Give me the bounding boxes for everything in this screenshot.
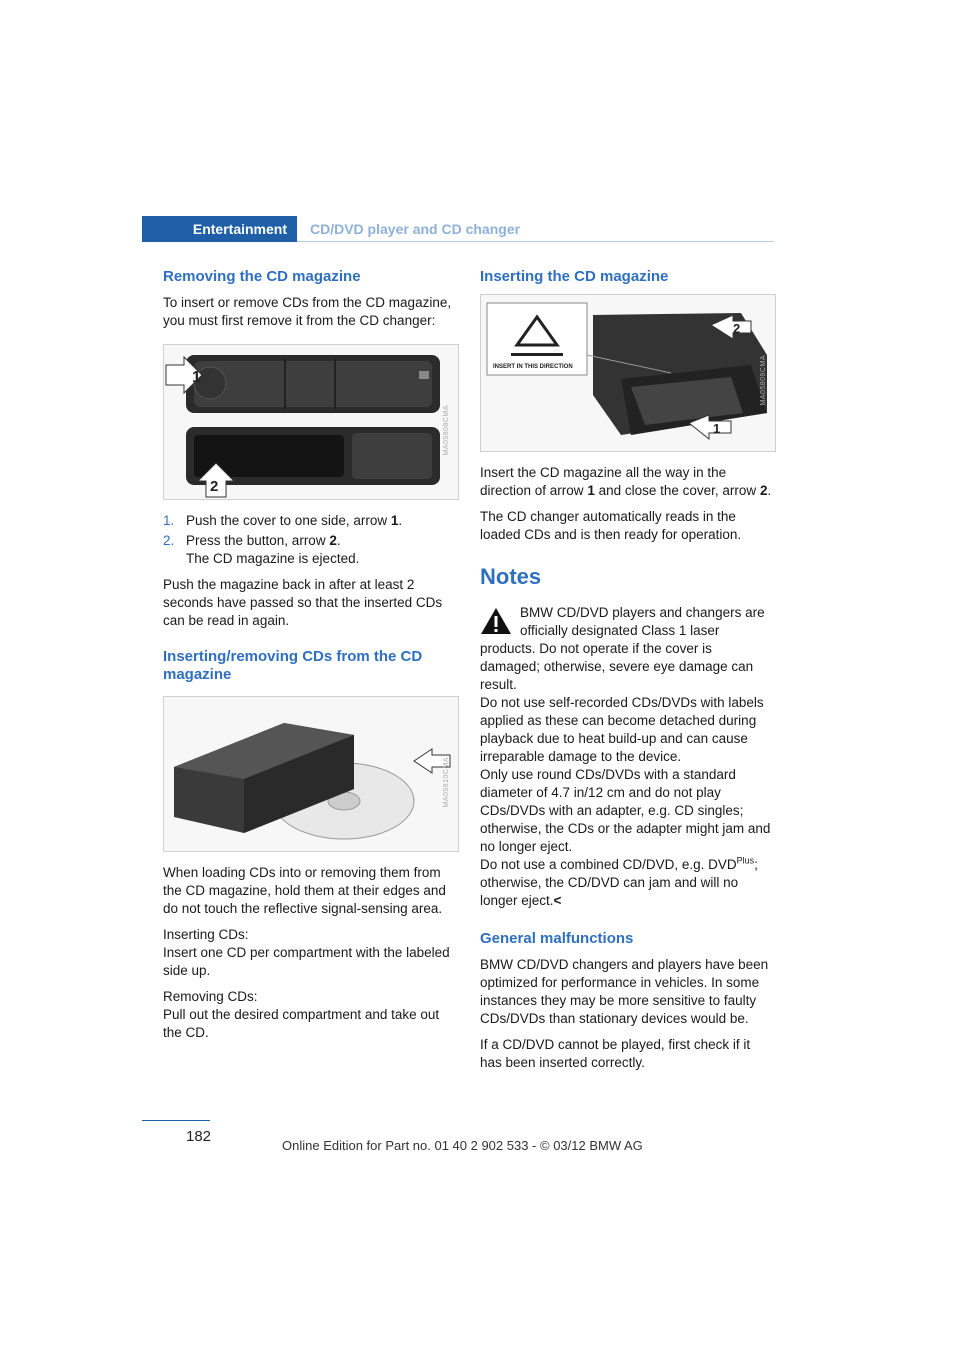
step-item: 2. Press the button, arrow 2. The CD magazine is ejected. bbox=[163, 533, 360, 566]
paragraph-malfunctions-1: BMW CD/DVD changers and players have been optimized for performance in vehicles. In some instances they may be more sensitive to faulty CDs/DVDs than stationary devices would be. bbox=[480, 957, 769, 1026]
paragraph-auto-read: The CD changer automatically reads in the loaded CDs and is then ready for operation. bbox=[480, 509, 742, 542]
header-rule bbox=[297, 241, 774, 242]
warning-combined: Do not use a combined CD/DVD, e.g. $DVD^{Plus}$; otherwise, the CD/DVD can jam and will no longer eject.< bbox=[480, 855, 758, 908]
page-header bbox=[142, 216, 774, 242]
left-column bbox=[163, 268, 455, 1050]
figure-inserting-magazine bbox=[480, 294, 776, 452]
figure1-arrow-2: 2 bbox=[210, 478, 219, 495]
paragraph-remove-intro: To insert or remove CDs from the CD magazine, you must first remove it from the CD changer: bbox=[163, 295, 452, 328]
figure3-arrow-2: 2 bbox=[733, 321, 741, 336]
steps-list bbox=[163, 512, 455, 568]
heading-inserting-removing-cds: Inserting/removing CDs from the CD magazine bbox=[163, 648, 423, 683]
paragraph-loading: When loading CDs into or removing them from the CD magazine, hold them at their edges and do not touch the reflective signal-sensing area. bbox=[163, 865, 446, 916]
figure2-code: MA05810CMA bbox=[443, 757, 450, 808]
figure1-code: MA05808CMA bbox=[443, 405, 450, 456]
paragraph-inserting-cds: Inserting CDs: Insert one CD per compartment with the labeled side up. bbox=[163, 927, 450, 978]
section-title: CD/DVD player and CD changer bbox=[310, 221, 521, 237]
paragraph-insert-magazine: Insert the CD magazine all the way in the direction of arrow 1 and close the cover, arrow 2. bbox=[480, 465, 772, 498]
figure-removing-magazine bbox=[163, 344, 459, 500]
figure-cd-magazine bbox=[163, 696, 459, 852]
footer-edition: Online Edition for Part no. 01 40 2 902 533 - © 03/12 BMW AG bbox=[282, 1138, 643, 1153]
paragraph-removing-cds: Removing CDs: Pull out the desired compartment and take out the CD. bbox=[163, 989, 440, 1040]
footer-rule bbox=[142, 1120, 210, 1121]
warning-diameter: Only use round CDs/DVDs with a standard diameter of 4.7 in/12 cm and do not play CDs/DVDs with an adapter, e.g. CD singles; otherwise, the CDs or the adapter might jam and no longer eject. bbox=[480, 767, 771, 854]
warning-triangle-icon bbox=[480, 606, 512, 636]
paragraph-push-back: Push the magazine back in after at least 2 seconds have passed so that the inserted CDs can be read in again. bbox=[163, 577, 443, 628]
heading-general-malfunctions: General malfunctions bbox=[480, 930, 634, 947]
step-item: 1. Push the cover to one side, arrow 1. bbox=[163, 513, 403, 528]
paragraph-malfunctions-2: If a CD/DVD cannot be played, first check if it has been inserted correctly. bbox=[480, 1037, 751, 1070]
heading-removing-magazine: Removing the CD magazine bbox=[163, 268, 361, 285]
warning-laser: BMW CD/DVD players and changers are officially designated Class 1 laser products. Do not operate if the cover is damaged; otherwise, severe eye damage can result. bbox=[480, 605, 765, 692]
chapter-tab[interactable]: Entertainment bbox=[142, 216, 297, 242]
warning-labels: Do not use self-recorded CDs/DVDs with labels applied as these can become detached during playback due to heat build-up and can cause irreparable damage to the device. bbox=[480, 695, 764, 764]
right-column bbox=[480, 268, 772, 1080]
figure1-arrow-1: 1 bbox=[192, 369, 201, 386]
figure3-arrow-1: 1 bbox=[713, 421, 721, 436]
heading-notes: Notes bbox=[480, 564, 542, 589]
warning-block bbox=[480, 604, 772, 910]
end-mark: < bbox=[553, 893, 562, 908]
page-number: 182 bbox=[186, 1128, 212, 1145]
heading-inserting-magazine: Inserting the CD magazine bbox=[480, 268, 669, 285]
figure3-label: INSERT IN THIS DIRECTION bbox=[493, 364, 573, 370]
figure3-code: MA05809CMA bbox=[760, 355, 767, 406]
